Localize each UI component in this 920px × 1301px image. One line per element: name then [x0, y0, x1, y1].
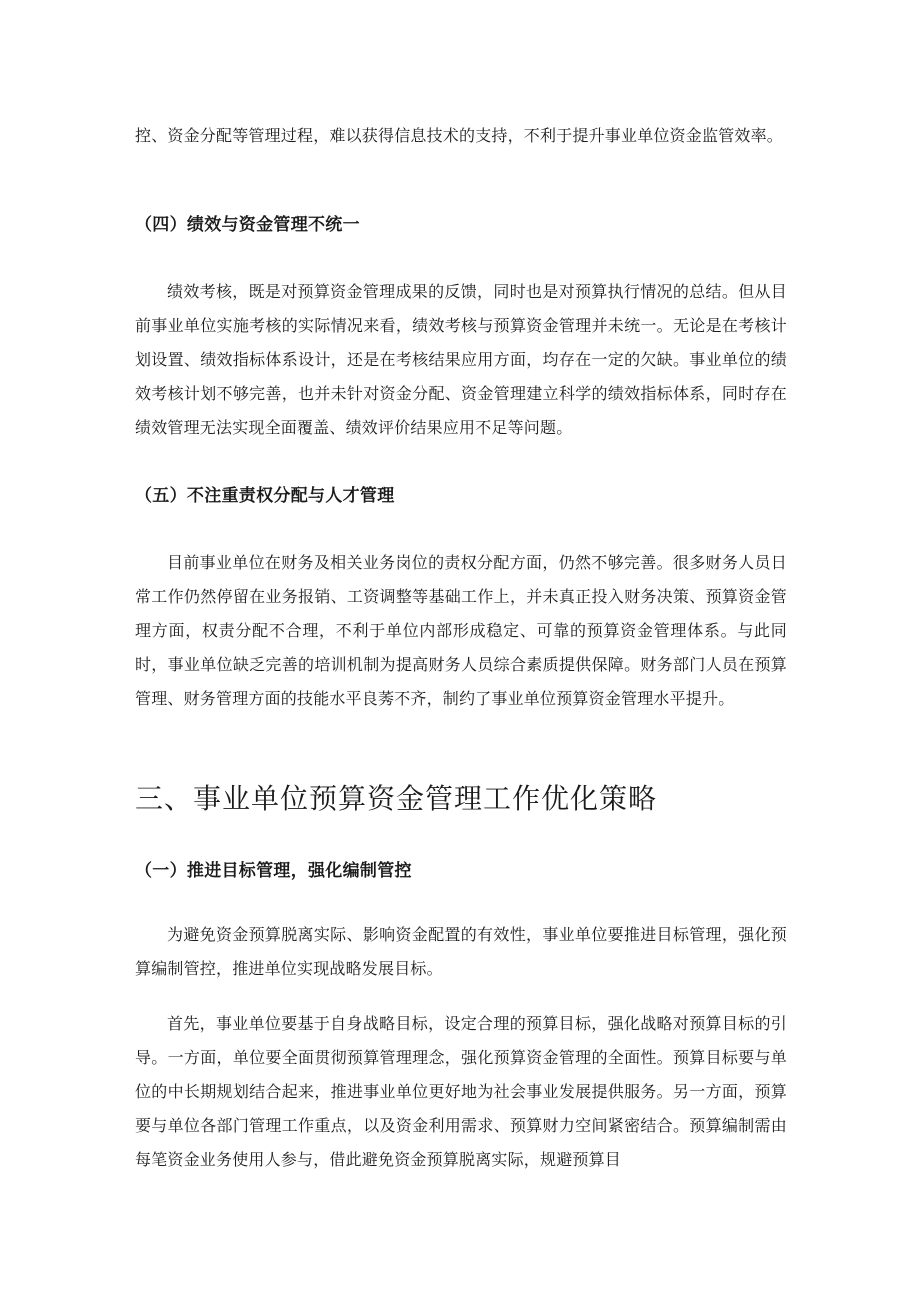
paragraph-responsibility-allocation: 目前事业单位在财务及相关业务岗位的责权分配方面，仍然不够完善。很多财务人员日常工作仍然停留在业务报销、工资调整等基础工作上，并未真正投入财务决策、预算资金管理方面，权责分配不合理，不利于单位内部形成稳定、可靠的预算资金管理体系。与此同时，事业单位缺乏完善的培训机制为提高财务人员综合素质提供保障。财务部门人员在预算管理、财务管理方面的技能水平良莠不齐，制约了事业单位预算资金管理水平提升。 — [135, 553, 787, 708]
paragraph-target-management-intro: 为避免资金预算脱离实际、影响资金配置的有效性，事业单位要推进目标管理，强化预算编制管控，推进单位实现战略发展目标。 — [135, 925, 787, 978]
paragraph-performance-evaluation: 绩效考核，既是对预算资金管理成果的反馈，同时也是对预算执行情况的总结。但从目前事业单位实施考核的实际情况来看，绩效考核与预算资金管理并未统一。无论是在考核计划设置、绩效指标体系设计，还是在考核结果应用方面，均存在一定的欠缺。事业单位的绩效考核计划不够完善，也并未针对资金分配、资金管理建立科学的绩效指标体系，同时存在绩效管理无法实现全面覆盖、绩效评价结果应用不足等问题。 — [135, 282, 787, 437]
paragraph-continuation: 控、资金分配等管理过程，难以获得信息技术的支持，不利于提升事业单位资金监管效率。 — [135, 126, 784, 145]
section-heading-optimization-strategies: 三、事业单位预算资金管理工作优化策略 — [135, 782, 658, 815]
subheading-target-management: （一）推进目标管理，强化编制管控 — [135, 861, 412, 881]
paragraph-strategic-budget-goals: 首先，事业单位要基于自身战略目标，设定合理的预算目标，强化战略对预算目标的引导。一方面，单位要全面贯彻预算管理理念，强化预算资金管理的全面性。预算目标要与单位的中长期规划结合起来，推进事业单位更好地为社会事业发展提供服务。另一方面，预算要与单位各部门管理工作重点，以及资金利用需求、预算财力空间紧密结合。预算编制需由每笔资金业务使用人参与，借此避免资金预算脱离实际，规避预算目 — [135, 1014, 787, 1169]
subheading-performance-fund-mismatch: （四）绩效与资金管理不统一 — [135, 215, 360, 235]
subheading-responsibility-talent: （五）不注重责权分配与人才管理 — [135, 486, 395, 506]
